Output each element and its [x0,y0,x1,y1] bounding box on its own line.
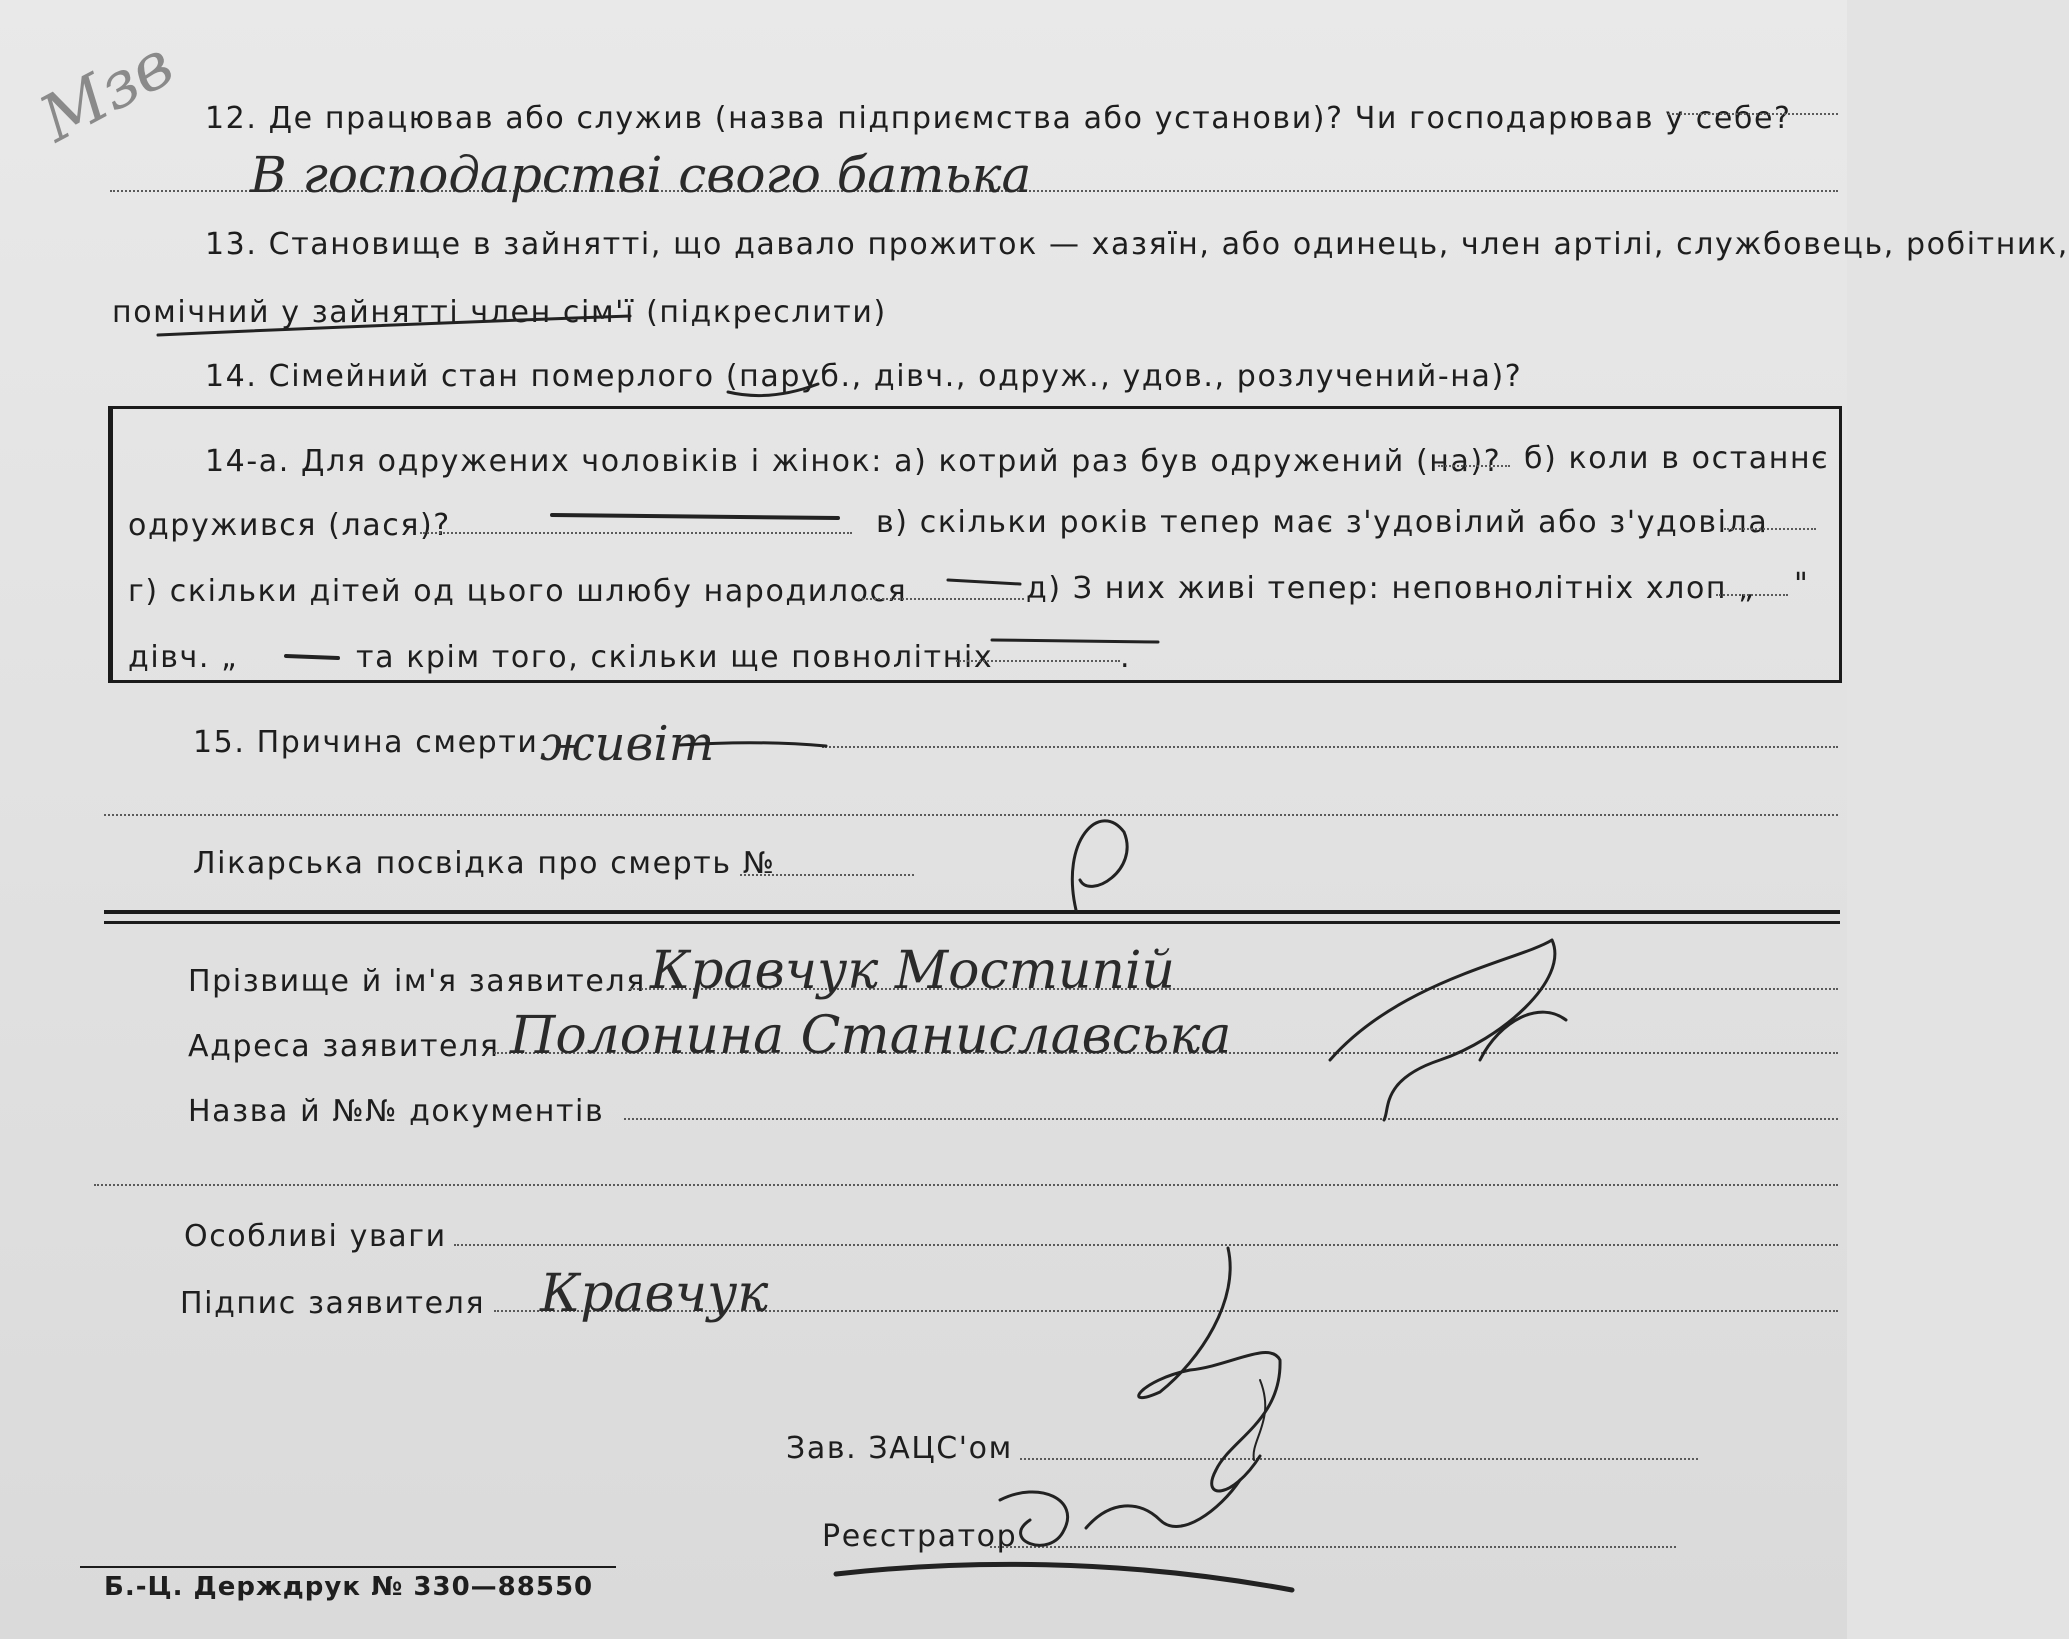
q13-line-1: 13. Становище в зайнятті, що давало прожиток — хазяїн, або одинець, член артілі, службовець, робітник, [205,227,2069,262]
q14a-last-married-field [420,532,852,534]
q14a-line-4b: та крім того, скільки ще повнолітніх [356,640,994,675]
applicant-name-handwritten: Кравчук Мостипій [650,941,1175,1001]
q12-fill-line-1 [1668,113,1838,115]
documents-field-1 [624,1118,1838,1120]
q14a-line-4c: . [1120,640,1132,675]
footer-rule [80,1566,616,1568]
q12-question: 12. Де працював або служив (назва підприємства або установи)? Чи господарював у себе? [205,101,1792,136]
medical-certificate-field [740,874,914,876]
applicant-address-label: Адреса заявителя [188,1029,500,1064]
documents-field-2 [94,1184,1838,1186]
q14a-adults-field [956,660,1120,662]
q12-answer-handwritten: В господарстві свого батька [250,146,1032,204]
q15-answer-handwritten: живіт [540,716,715,772]
documents-label: Назва й №№ документів [188,1094,605,1129]
q15-label: 15. Причина смерти [193,725,539,760]
q14-question: 14. Сімейний стан померлого (паруб., дівч., одруж., удов., розлучений-на)? [205,359,1523,394]
q14a-line-4a: дівч. „ [128,640,239,675]
section-divider-thick [104,910,1840,914]
q14a-times-married-field [1438,465,1510,467]
q14a-children-born-field [858,598,1024,600]
margin-note: Мзв [28,27,185,157]
q15-fill-line-2 [104,814,1838,816]
printer-imprint: Б.-Ц. Держдрук № 330—88550 [104,1572,594,1602]
applicant-signature-label: Підпис заявителя [180,1286,486,1321]
medical-certificate-label: Лікарська посвідка про смерть № [193,846,776,881]
q14a-line-2a: одружився (лася)? [128,508,451,543]
q14a-line-3a: г) скільки дітей од цього шлюбу народилося [128,574,908,609]
q14a-line-1a: 14-а. Для одружених чоловіків і жінок: а) котрий раз був одружений (на)? [205,444,1502,479]
special-notes-field [454,1244,1838,1246]
applicant-address-handwritten: Полонина Станиславська [510,1006,1232,1066]
q15-fill-line-1 [822,746,1838,748]
q14a-minor-boys-field [1716,594,1788,596]
registrar-label: Реєстратор [822,1519,1018,1554]
q14a-line-1b: б) коли в останнє [1524,441,1830,476]
zags-head-signature-field [1020,1458,1698,1460]
q14a-line-3b: д) З них живі тепер: неповнолітніх хлоп „ [1026,571,1756,606]
q14a-widowed-years-field [1724,528,1816,530]
registrar-signature-field [990,1546,1676,1548]
q14a-line-2b: в) скільки років тепер має з'удовілий або з'удовіла [876,505,1769,540]
applicant-name-label: Прізвище й ім'я заявителя [188,964,646,999]
applicant-signature-handwritten: Кравчук [540,1264,769,1324]
section-divider-thin [104,921,1840,924]
zags-head-label: Зав. ЗАЦС'ом [786,1431,1013,1466]
special-notes-label: Особливі уваги [184,1219,447,1254]
q13-line-2: помічний у зайнятті член сім'ї (підкреслити) [112,295,887,330]
q14a-line-3c: " [1794,567,1810,602]
